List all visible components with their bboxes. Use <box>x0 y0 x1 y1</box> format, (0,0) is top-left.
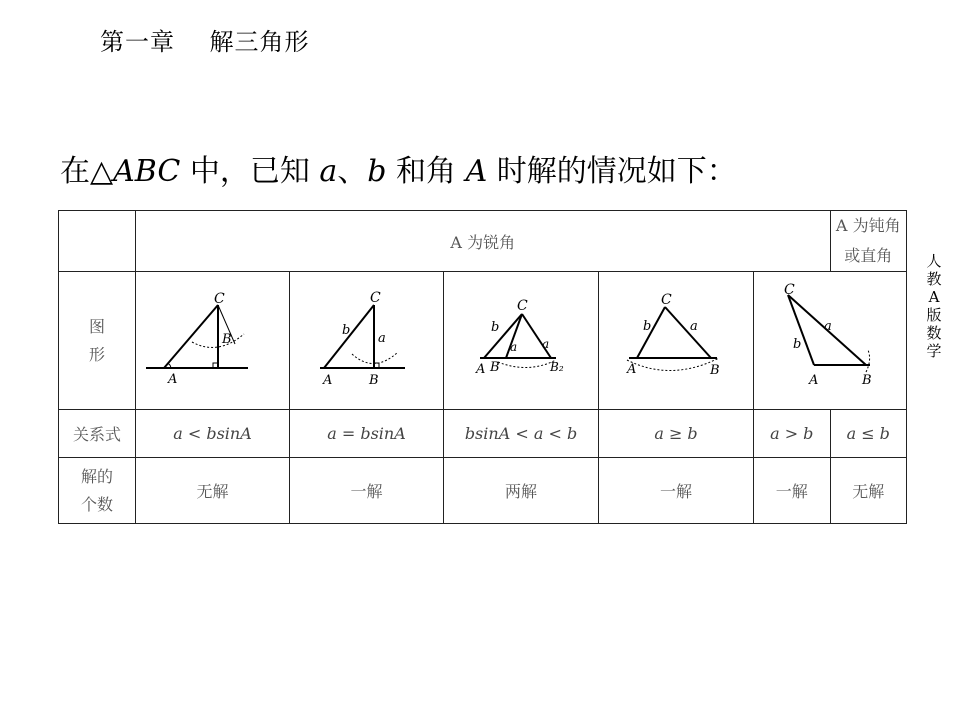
count-cell: 无解 <box>136 458 290 524</box>
label-b: B <box>369 373 379 388</box>
header-row <box>59 211 907 272</box>
count-cell: 一解 <box>754 458 831 524</box>
label-b1: B <box>490 360 500 375</box>
chapter-title: 解三角形 <box>209 28 310 56</box>
count-cell: 一解 <box>290 458 444 524</box>
label-side-a: a <box>378 331 386 346</box>
label-side-b: b <box>491 320 500 335</box>
relation-cell: a = bsinA <box>290 410 444 458</box>
label-a: A <box>809 373 819 388</box>
label-b: B <box>222 332 232 347</box>
label-b2: B₂ <box>550 360 564 374</box>
count-cell: 一解 <box>599 458 754 524</box>
triangle-diagram-4 <box>599 272 753 405</box>
triangle-diagram-3 <box>444 272 598 405</box>
count-cell: 两解 <box>444 458 599 524</box>
label-c: C <box>784 282 795 298</box>
solution-count-row <box>59 458 907 524</box>
label-a: A <box>476 362 486 377</box>
count-cell: 无解 <box>830 458 907 524</box>
figure-one-solution-ge <box>599 272 754 410</box>
figure-row-label: 图 形 <box>59 272 136 410</box>
chapter-number: 第一章 <box>100 28 175 56</box>
label-side-a: a <box>824 319 832 334</box>
relation-cell: a ≤ b <box>830 410 907 458</box>
label-side-a2: a <box>542 337 550 351</box>
solution-cases-table <box>58 210 907 524</box>
label-c: C <box>370 290 381 306</box>
solution-count-label: 解的 个数 <box>59 458 136 524</box>
figure-row <box>59 272 907 410</box>
obtuse-angle-header: A 为钝角 或直角 <box>830 211 907 272</box>
triangle-diagram-2 <box>290 272 443 405</box>
label-side-a1: a <box>510 340 518 354</box>
intro-sentence: 在△ABC 中，已知 a、b 和角 A 时解的情况如下： <box>60 154 737 189</box>
label-a: A <box>323 373 333 388</box>
label-side-b: b <box>793 337 802 352</box>
triangle-diagram-5 <box>754 272 906 405</box>
label-c: C <box>517 298 528 314</box>
label-a: A <box>627 362 637 377</box>
relation-row-label: 关系式 <box>59 410 136 458</box>
label-c: C <box>214 291 225 307</box>
relation-cell: a ≥ b <box>599 410 754 458</box>
relation-cell: a > b <box>754 410 831 458</box>
label-a: A <box>168 372 178 387</box>
label-side-b: b <box>643 319 652 334</box>
label-b: B <box>862 373 872 388</box>
relation-cell: a < bsinA <box>136 410 290 458</box>
label-c: C <box>661 292 672 308</box>
relation-row <box>59 410 907 458</box>
chapter-header <box>100 22 310 57</box>
label-side-a: a <box>690 319 698 334</box>
figure-obtuse <box>754 272 907 410</box>
label-side-b: b <box>342 323 351 338</box>
textbook-side-label: 人 教 A 版 数 学 <box>926 252 942 360</box>
relation-cell: bsinA < a < b <box>444 410 599 458</box>
figure-two-solutions <box>444 272 599 410</box>
figure-one-solution-right <box>290 272 444 410</box>
triangle-diagram-1 <box>136 272 289 405</box>
acute-angle-header: A 为锐角 <box>136 211 831 272</box>
corner-cell <box>59 211 136 272</box>
figure-no-solution <box>136 272 290 410</box>
label-b: B <box>710 363 720 378</box>
